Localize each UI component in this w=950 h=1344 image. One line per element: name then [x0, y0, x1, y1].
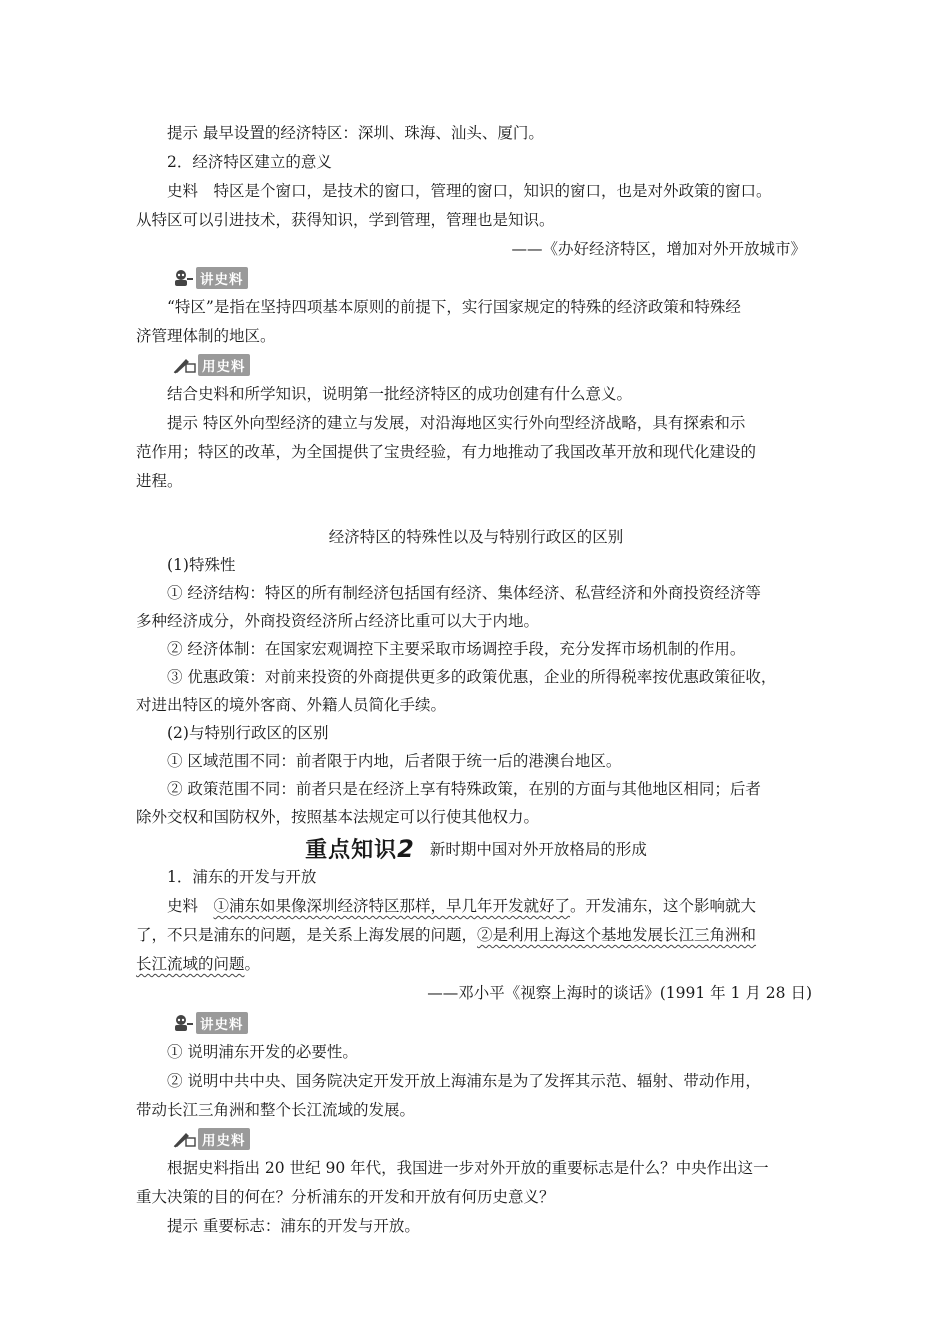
key-knowledge-heading [136, 833, 816, 863]
use-source-label: 用史料 [198, 354, 250, 376]
source-citation: ——邓小平《视察上海时的谈话》(1991 年 1 月 28 日) [427, 984, 812, 1002]
explain-text-line: 济管理体制的地区。 [136, 327, 276, 345]
explain-text-line: “特区”是指在坚持四项基本原则的前提下，实行国家规定的特殊的经济政策和特殊经 [167, 298, 741, 316]
explain-source-label: 讲史料 [196, 1012, 248, 1034]
explain-source-badge [172, 1012, 248, 1034]
source-text-line [136, 953, 816, 975]
subheading-pudong: 1．浦东的开发与开放 [167, 868, 317, 886]
source-text: 了，不只是浦东的问题，是关系上海发展的问题， [136, 926, 478, 944]
teacher-icon [172, 1014, 194, 1032]
source-text-line [136, 895, 847, 917]
key-knowledge-number: 2 [397, 834, 414, 863]
use-source-badge [172, 354, 250, 376]
hint-line: 提示 特区外向型经济的建立与发展，对沿海地区实行外向型经济战略，具有探索和示 [167, 414, 746, 432]
source-text-line: 从特区可以引进技术，获得知识，学到管理，管理也是知识。 [136, 211, 555, 229]
box-item-heading: (1)特殊性 [167, 556, 236, 574]
box-text-line: ③ 优惠政策：对前来投资的外商提供更多的政策优惠，企业的所得税率按优惠政策征收， [167, 668, 777, 686]
hint-first-zones: 提示 最早设置的经济特区：深圳、珠海、汕头、厦门。 [167, 124, 544, 142]
box-text-line: 多种经济成分，外商投资经济所占经济比重可以大于内地。 [136, 612, 540, 630]
teacher-icon [172, 269, 194, 287]
box-text-line: ② 政策范围不同：前者只是在经济上享有特殊政策，在别的方面与其他地区相同；后者 [167, 780, 761, 798]
box-text-line: 对进出特区的境外客商、外籍人员简化手续。 [136, 696, 447, 714]
box-title: 经济特区的特殊性以及与特别行政区的区别 [328, 528, 624, 546]
explain-source-label: 讲史料 [196, 267, 248, 289]
box-text-line: 除外交权和国防权外，按照基本法规定可以行使其他权力。 [136, 808, 540, 826]
explain-text-line: ② 说明中共中央、国务院决定开发开放上海浦东是为了发挥其示范、辐射、带动作用， [167, 1072, 761, 1090]
hint-line: 进程。 [136, 472, 183, 490]
explain-text-line: ① 说明浦东开发的必要性。 [167, 1043, 358, 1061]
source-marked-1: ①浦东如果像深圳经济特区那样，早几年开发就好了 [213, 897, 571, 915]
use-source-badge [172, 1128, 250, 1150]
box-text-line: ② 经济体制：在国家宏观调控下主要采取市场调控手段，充分发挥市场机制的作用。 [167, 640, 746, 658]
source-text: 。 [244, 955, 261, 973]
question-line: 根据史料指出 20 世纪 90 年代，我国进一步对外开放的重要标志是什么？中央作出这一 [167, 1159, 769, 1177]
pen-icon [172, 356, 196, 374]
pen-icon [172, 1130, 196, 1148]
box-text-line: ① 经济结构：特区的所有制经济包括国有经济、集体经济、私营经济和外商投资经济等 [167, 584, 761, 602]
explain-source-badge [172, 267, 248, 289]
question-line: 重大决策的目的何在？分析浦东的开发和开放有何历史意义？ [136, 1188, 555, 1206]
source-label: 史料 [167, 897, 214, 915]
hint-line: 提示 重要标志：浦东的开发与开放。 [167, 1217, 420, 1235]
box-item-heading: (2)与特别行政区的区别 [167, 724, 329, 742]
subheading-zone-significance: 2．经济特区建立的意义 [167, 153, 332, 171]
source-citation: ——《办好经济特区，增加对外开放城市》 [511, 240, 806, 258]
source-marked-2: ②是利用上海这个基地发展长江三角洲和 [477, 926, 757, 944]
source-text-line: 史料 特区是个窗口，是技术的窗口，管理的窗口，知识的窗口，也是对外政策的窗口。 [167, 182, 772, 200]
question-line: 结合史料和所学知识，说明第一批经济特区的成功创建有什么意义。 [167, 385, 633, 403]
key-knowledge-title: 重点知识 [305, 838, 398, 863]
key-knowledge-subtitle: 新时期中国对外开放格局的形成 [429, 840, 647, 859]
source-text: 。开发浦东，这个影响就大 [570, 897, 757, 915]
source-marked-2-end: 长江流域的问题 [136, 955, 245, 973]
explain-text-line: 带动长江三角洲和整个长江流域的发展。 [136, 1101, 416, 1119]
source-text-line [136, 924, 816, 946]
hint-line: 范作用；特区的改革，为全国提供了宝贵经验，有力地推动了我国改革开放和现代化建设的 [136, 443, 757, 461]
box-text-line: ① 区域范围不同：前者限于内地，后者限于统一后的港澳台地区。 [167, 752, 622, 770]
use-source-label: 用史料 [198, 1128, 250, 1150]
